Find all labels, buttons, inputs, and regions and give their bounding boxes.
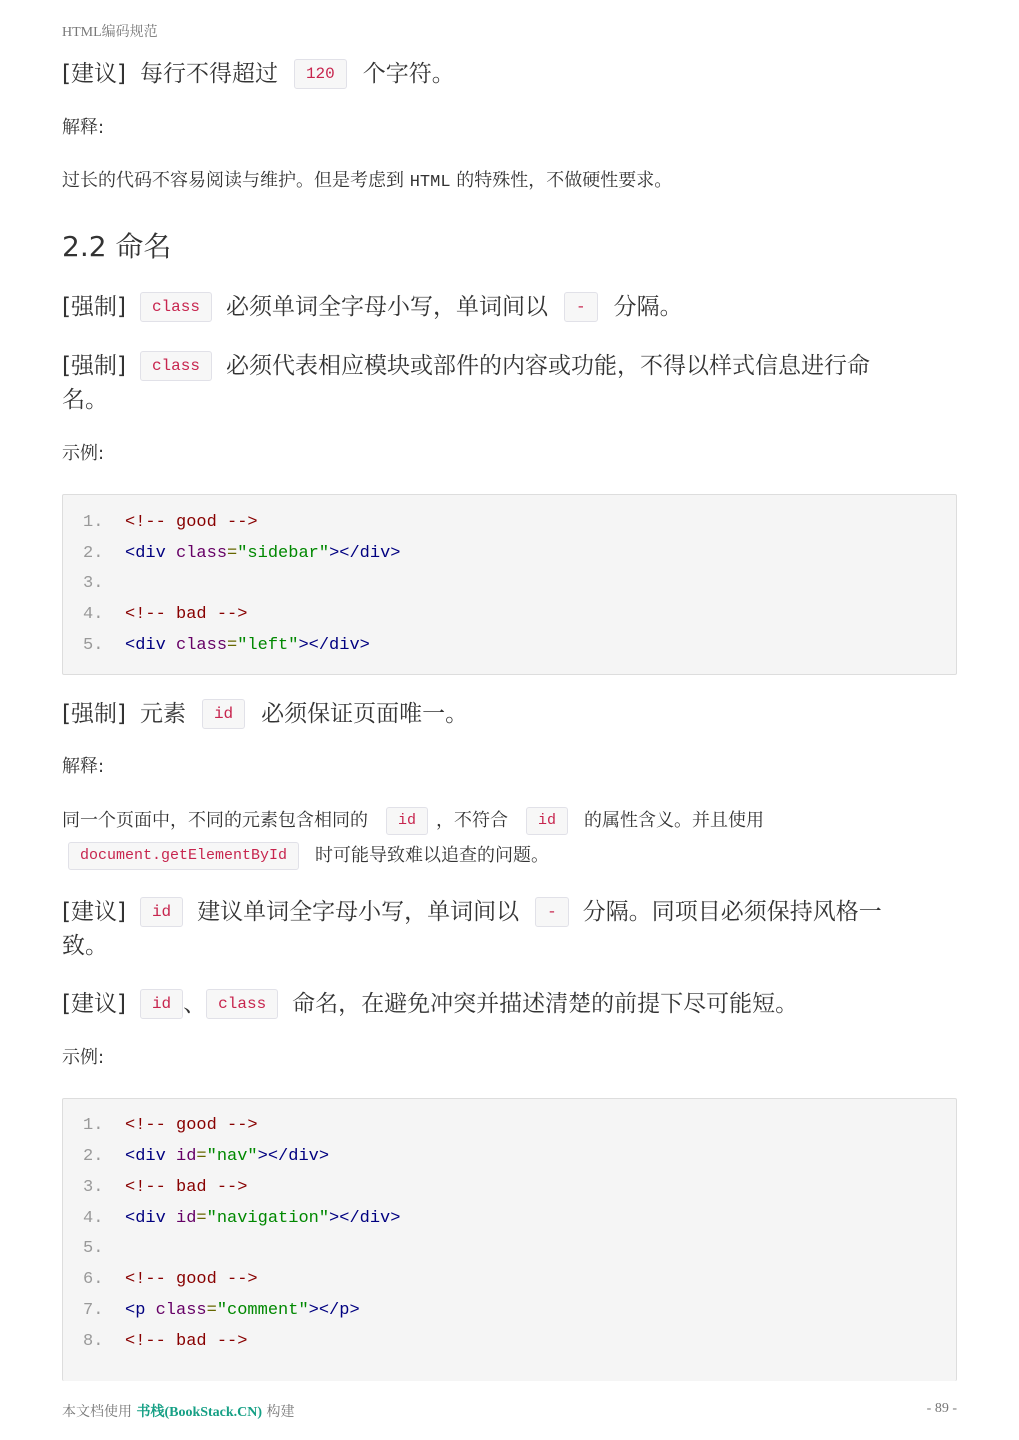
code-line: 5. [83,1239,104,1258]
bookstack-link[interactable]: 书栈(BookStack.CN) [136,1405,263,1420]
code-line: 7. <p class="comment"></p> [83,1301,360,1320]
page-number: - 89 - [926,1401,957,1416]
rule-id-unique [62,697,957,731]
example-label: 示例: [62,1047,105,1068]
rule-tag: [强制] [62,701,126,727]
rule-tag: [建议] [62,61,126,87]
rule-text: 建议单词全字母小写，单词间以 [197,899,520,925]
code-line: 1. <!-- good --> [83,513,258,532]
rule-text: 致。 [62,933,108,959]
code-line: 6. <!-- good --> [83,1270,258,1289]
code-line: 8. <!-- bad --> [83,1332,248,1351]
explain-label: 解释: [62,117,105,138]
inline-code: id [140,989,183,1019]
page-header-title: HTML编码规范 [62,25,158,40]
example-label: 示例: [62,443,105,464]
inline-code: 120 [294,59,347,89]
inline-code: - [535,897,569,927]
code-line: 3. [83,574,104,593]
rule-text: 元素 [139,701,186,727]
rule-id-lowercase [62,895,957,963]
rule-text: 必须单词全字母小写，单词间以 [225,294,548,320]
inline-code: class [206,989,278,1019]
rule-text: 、 [183,991,207,1017]
rule-text: 必须保证页面唯一。 [261,701,469,727]
rule-text: 个字符。 [362,61,455,87]
rule-tag: [建议] [62,991,126,1017]
rule-class-lowercase [62,290,957,324]
rule-tag: [建议] [62,899,126,925]
code-line: 3. <!-- bad --> [83,1178,248,1197]
inline-code: class [140,292,212,322]
rule-text: 分隔。 [613,294,683,320]
rule-tag: [强制] [62,353,126,379]
code-line: 1. <!-- good --> [83,1116,258,1135]
rule-line-length [62,57,957,91]
inline-code: id [202,699,245,729]
inline-code: document.getElementById [68,842,299,870]
explain-label: 解释: [62,756,105,777]
inline-code: id [526,807,568,835]
section-title: 2.2 命名 [62,230,172,263]
inline-code: class [140,351,212,381]
rule-text: 分隔。同项目必须保持风格一 [582,899,882,925]
rule-text: 名。 [62,387,108,413]
page-footer: 本文档使用 书栈(BookStack.CN) 构建 [62,1404,295,1420]
code-line: 2. <div id="nav"></div> [83,1147,330,1166]
inline-code: id [386,807,428,835]
code-block [62,1098,957,1381]
inline-mono: HTML [409,173,451,192]
rule-naming-short [62,987,957,1021]
code-line: 5. <div class="left"></div> [83,636,370,655]
code-block [62,494,957,675]
rule-text: 命名，在避免冲突并描述清楚的前提下尽可能短。 [292,991,799,1017]
rule-text: 每行不得超过 [139,61,278,87]
inline-code: id [140,897,183,927]
code-line: 2. <div class="sidebar"></div> [83,544,401,563]
rule-tag: [强制] [62,294,126,320]
explain-text: 同一个页面中，不同的元素包含相同的 id ，不符合 id 的属性含义。并且使用 document.getElementById 时可能导致难以追查的问题。 [62,803,957,873]
explain-text: 过长的代码不容易阅读与维护。但是考虑到 HTML 的特殊性，不做硬性要求。 [62,170,673,192]
rule-text: 必须代表相应模块或部件的内容或功能，不得以样式信息进行命 [225,353,870,379]
code-line: 4. <!-- bad --> [83,605,248,624]
code-line: 4. <div id="navigation"></div> [83,1209,401,1228]
rule-class-semantic [62,349,957,417]
inline-code: - [564,292,598,322]
